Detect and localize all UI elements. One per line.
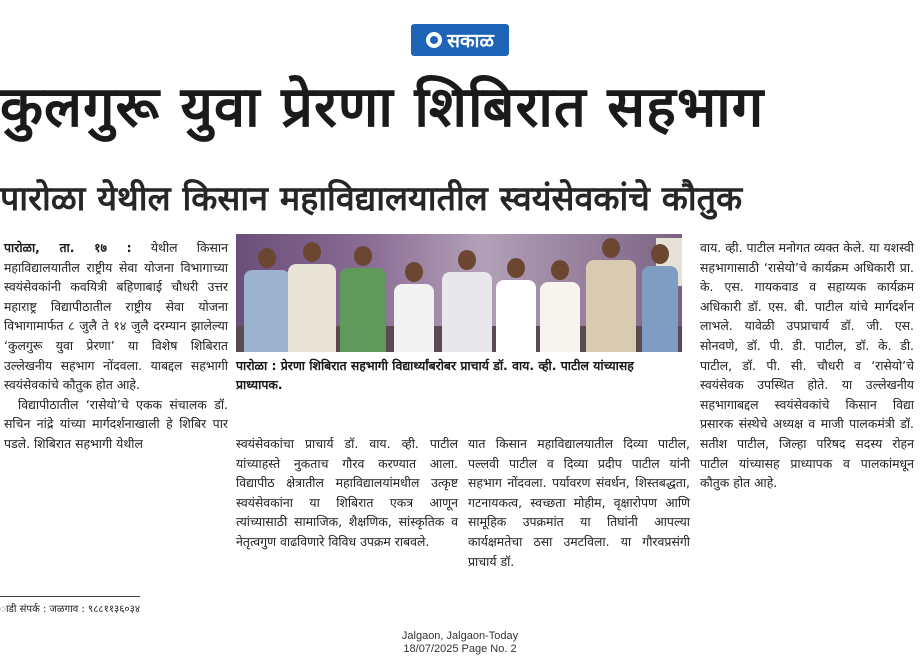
paragraph-2: विद्यापीठातील ‘रासेयो’चे एकक संचालक डॉ. सचिन नांद्रे यांच्या मार्गदर्शनाखाली हे शिबिर पार पडले. शिबिरात सहभागी येथील <box>4 396 228 451</box>
photo-person <box>288 242 336 352</box>
clipped-contact-strip: ाडी संपर्क : जळगाव : ९८८११३६०३४ <box>0 596 140 623</box>
sakal-logo-icon <box>426 32 442 48</box>
photo-person <box>340 246 386 352</box>
article-column-4 <box>700 238 914 493</box>
edition-label: Jalgaon, Jalgaon-Today <box>401 630 519 642</box>
newspaper-logo <box>411 24 509 56</box>
photo-person <box>496 258 536 352</box>
paragraph-1-text: येथील किसान महाविद्यालयातील राष्ट्रीय सेवा योजना विभागाच्या स्वयंसेवकांनी कवयित्री बहिणाबाई चौधरी उत्तर महाराष्ट्र विद्यापीठातील राष्ट्रीय सेवा योजना विभागामार्फत ८ जुलै ते १४ जुलै दरम्यान झालेल्या ‘कुलगुरू युवा प्रेरणा’ या विशेष शिबिरात उल्लेखनीय सहभाग नोंदवला. याबद्दल सहभागी स्वयंसेवकांचे कौतुक होत आहे. <box>4 240 228 393</box>
photo-caption: पारोळा : प्रेरणा शिबिरात सहभागी विद्यार्थ्यांबरोबर प्राचार्य डॉ. वाय. व्ही. पाटील यांच्यासह प्राध्यापक. <box>236 358 634 392</box>
photo-person <box>642 244 678 352</box>
article-column-2 <box>236 434 458 552</box>
photo-person <box>394 262 434 352</box>
photo-person <box>244 248 290 352</box>
paragraph-5: वाय. व्ही. पाटील मनोगत व्यक्त केले. या यशस्वी सहभागासाठी ‘रासेयो’चे कार्यक्रम अधिकारी प्रा. के. एस. गायकवाड व सहाय्यक कार्यक्रम अधिकारी डॉ. एस. बी. पाटील यांचे मार्गदर्शन लाभले. यावेळी उपप्राचार्य डॉ. जी. एस. सोनवणे, डॉ. पी. डी. पाटील, डॉ. के. डी. पाटील, डॉ. पी. सी. चौधरी व ‘रासेयो’चे स्वयंसेवक उपस्थित होते. या उल्लेखनीय सहभागाबद्दल स्वयंसेवकांचे किसान विद्या प्रसारक संस्थेचे अध्यक्ष व माजी पालकमंत्री डॉ. सतीश पाटील, जिल्हा परिषद सदस्य रोहन पाटील यांच्यासह प्राध्यापक व पालकांमधून कौतुक होत आहे. <box>700 240 914 491</box>
news-photo <box>236 234 682 352</box>
page-footer <box>360 630 560 656</box>
photo-person <box>586 238 636 352</box>
dateline: पारोळा, ता. १७ : <box>4 240 132 255</box>
article-column-1 <box>4 238 228 454</box>
paragraph-1 <box>4 238 228 395</box>
article-column-3 <box>468 434 690 571</box>
headline: कुलगुरू युवा प्रेरणा शिबिरात सहभाग <box>0 75 765 140</box>
photo-person <box>540 260 580 352</box>
date-page-label: 18/07/2025 Page No. 2 <box>403 643 517 655</box>
paragraph-4: यात किसान महाविद्यालयातील दिव्या पाटील, पल्लवी पाटील व दिव्या प्रदीप पाटील यांनी सहभाग नोंदवला. पर्यावरण संवर्धन, शिस्तबद्धता, गटनायकत्व, स्वच्छता मोहीम, वृक्षारोपण आणि सामूहिक उपक्रमांत या तिघांनी आपल्या कार्यक्षमतेचा ठसा उमटविला. या गौरवप्रसंगी प्राचार्य डॉ. <box>468 436 690 569</box>
paragraph-3: स्वयंसेवकांचा प्राचार्य डॉ. वाय. व्ही. पाटील यांच्याहस्ते नुकताच गौरव करण्यात आला. विद्यापीठ क्षेत्रातील महाविद्यालयांमधील उत्कृष्ट स्वयंसेवकांना या शिबिरात एकत्र आणून त्यांच्यासाठी सामाजिक, शैक्षणिक, सांस्कृतिक व नेतृत्वगुण वाढविणारे विविध उपक्रम राबवले. <box>236 436 458 549</box>
logo-text: सकाळ <box>447 30 494 52</box>
subheadline: पारोळा येथील किसान महाविद्यालयातील स्वयंसेवकांचे कौतुक <box>0 179 743 219</box>
photo-person <box>442 250 492 352</box>
